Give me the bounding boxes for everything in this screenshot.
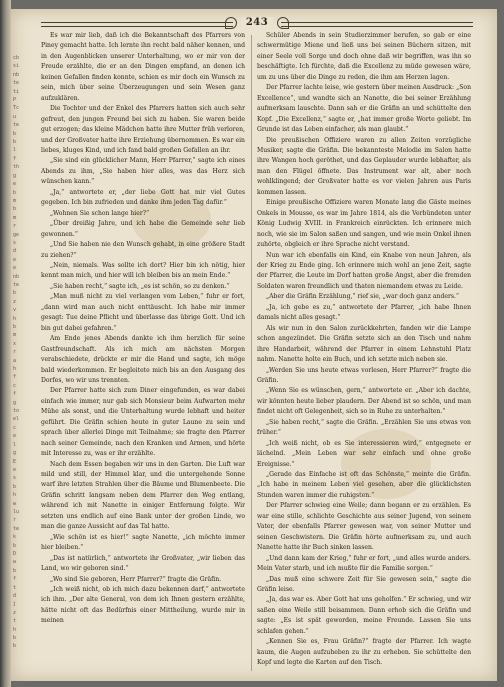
- paragraph: „Sie haben recht,“ sagte die Gräfin. „Erzählen Sie uns etwas von früher.“: [257, 418, 471, 437]
- header-rule-right: [281, 22, 473, 27]
- paragraph: „Über dreißig Jahre, und ich habe die Gemeinde sehr lieb gewonnen.“: [41, 220, 245, 238]
- column-divider: [251, 35, 252, 671]
- paragraph: Am Ende jenes Abends dankte ich ihm herzlich für seine Gastfreundschaft. Als ich mich am nächsten Morgen verabschiedete, drückte er mir die Hand und sagte, ich möge bald wiederkommen. Er begleitete mich bis an den Ausgang des Dorfes, wo wir uns trennten.: [41, 335, 245, 384]
- paragraph: „Sie haben recht,“ sagte ich, „es ist schön, so zu denken.“: [50, 282, 230, 290]
- scroll-ornament-icon: [225, 17, 237, 29]
- paragraph: „Und Sie haben nie den Wunsch gehabt, in eine größere Stadt zu ziehen?“: [41, 241, 245, 259]
- paragraph: Es war mir lieb, daß ich die Bekanntschaft des Pfarrers von Piney gemacht hatte. Ich lernte ihn recht bald näher kennen, und in den Augenblicken unserer Unterhaltung, wo er mir von der Freude erzählte, die er an den Dingen empfand, an denen ich keinen Gefallen finden konnte, schien es mir doch ein Wunsch zu sein, mich über seine Überzeugungen und sein Wesen ganz aufzuklären.: [41, 32, 245, 102]
- header-rule-left: [41, 22, 233, 27]
- paragraph: Einige preußische Offiziere waren Monate lang die Gäste meines Onkels in Mousse, es war im Jahre 1814, als die Verbündeten unter König Ludwig XVIII. in Frankreich einrückten. Ich erinnere mich noch, wie sie im Salon saßen und sangen, und wie mein Onkel ihnen zuhörte, obgleich er ihre Sprache nicht verstand.: [257, 199, 471, 249]
- paragraph: „Ja,“ antwortete er, „der liebe Gott hat mir viel Gutes gegeben. Ich bin zufrieden und danke ihm jeden Tag dafür.“: [41, 188, 245, 207]
- paragraph: Der Pfarrer schwieg eine Weile; dann begann er zu erzählen. Es war eine stille, schlichte Geschichte aus seiner Jugend, von seinem Vater, der ebenfalls Pfarrer gewesen war, von seiner Mutter und seinen Geschwistern. Die Gräfin hörte aufmerksam zu, und auch Nanette hatte ihr Buch sinken lassen.: [257, 502, 471, 552]
- paragraph: „Und dann kam der Krieg,“ fuhr er fort, „und alles wurde anders. Mein Vater starb, und ich mußte für die Familie sorgen.“: [257, 554, 471, 573]
- paragraph: „Wohnen Sie schon lange hier?“: [50, 209, 150, 217]
- paragraph: „Werden Sie uns heute etwas vorlesen, Herr Pfarrer?“ fragte die Gräfin.: [257, 366, 471, 384]
- book-page: [11, 9, 497, 681]
- paragraph: Schüler Abends in sein Studierzimmer berufen, so gab er eine schwermütige Miene und ließ uns bei seinen Büchern sitzen, mit einer Seele voll Sorge und doch ohne daß wir begriffen, was ihn so beschäftigte. Ich fürchte, daß die Excellenz zu müde gewesen wäre, um zu uns über die Dinge zu reden, die ihm am Herzen lagen.: [257, 32, 471, 81]
- paragraph: Die preußischen Offiziere waren zu allen Zeiten vorzügliche Musiker, sagte die Gräfin. Die bekannteste Melodie im Salon hatte ihre Wangen hoch geröthet, und das Geplauder wurde lebhafter, als man den Flügel öffnete. Das Instrument war alt, aber noch wohlklingend; der Großvater hatte es vor vielen Jahren aus Paris kommen lassen.: [257, 136, 471, 196]
- left-column: [41, 31, 245, 673]
- paragraph: Als wir nun in den Salon zurückkehrten, fanden wir die Lampe schon angezündet. Die Gräfin setzte sich an den Tisch und nahm ihre Handarbeit, während der Pfarrer in einem Lehnstuhl Platz nahm. Nanette holte ein Buch, und ich setzte mich neben sie.: [257, 324, 471, 364]
- paragraph: „Ja, das war es. Aber Gott hat uns geholfen.“ Er schwieg, und wir saßen eine Weile still beisammen. Dann erhob sich die Gräfin und sagte: „Es ist spät geworden, meine Freunde. Lassen Sie uns schlafen gehen.“: [257, 596, 471, 635]
- paragraph: „Ich weiß nicht, ob es Sie interessieren wird,“ entgegnete er lächelnd. „Mein Leben war sehr einfach und ohne große Ereignisse.“: [257, 439, 471, 468]
- page-number: 243: [241, 17, 273, 28]
- paragraph: „Sie sind ein glücklicher Mann, Herr Pfarrer,“ sagte ich eines Abends zu ihm, „Sie haben hier alles, was das Herz sich wünschen kann.“: [41, 157, 245, 186]
- paragraph: „Gerade das Einfache ist oft das Schönste,“ meinte die Gräfin. „Ich habe in meinem Leben viel gesehen, aber die glücklichsten Stunden waren immer die ruhigsten.“: [257, 471, 471, 499]
- paragraph: „Man muß nicht zu viel verlangen vom Leben,“ fuhr er fort, „dann wird man auch nicht enttäuscht. Ich habe mir immer gesagt: Tue deine Pflicht und überlasse das übrige Gott. Und ich bin gut dabei gefahren.“: [41, 293, 245, 332]
- paragraph: „Das ist natürlich,“ antwortete ihr Großvater, „wir lieben das Land, wo wir geboren sind.“: [41, 554, 245, 573]
- adjacent-page-fragments: cb si nb te ti P Tc u te b b l f th g e b m b m r ge s d e e nb te b z v h b m x r a h f c f g to el c e l g E e s b h w lu r te k b D w b f t d j z t h b b: [13, 55, 20, 650]
- paragraph: „Wo sind Sie geboren, Herr Pfarrer?“ fragte die Gräfin.: [50, 575, 222, 583]
- paragraph: Der Pfarrer hatte sich zum Diner eingefunden, es war dabei einfach wie immer, nur gab sich Monsieur beim Aufwarten mehr Mühe als sonst, und die Unterhaltung wurde lebhaft und heiter geführt. Die Gräfin schien heute in guter Laune zu sein und sprach über allerlei Dinge mit Teilnahme; sie fragte den Pfarrer nach seiner Gemeinde, nach den Kranken und Armen, und hörte mit Interesse zu, was er ihr erzählte.: [41, 387, 245, 458]
- paragraph: „Ich weiß nicht, ob ich mich dazu bekennen darf,“ antwortete ich ihm. „Der alte General, von dem ich Ihnen gestern erzählte, hätte nicht oft das Bedürfnis einer Mittheilung, wurde mir in meinen: [41, 586, 245, 625]
- paragraph: „Nein, niemals. Was sollte ich dort? Hier bin ich nötig, hier kennt man mich, und hier will ich bleiben bis an mein Ende.“: [41, 261, 245, 280]
- paragraph: Nun war ich ebenfalls ein Kind, ein Knabe von neun Jahren, als der Krieg zu Ende ging. Ich erinnere mich wohl an jene Zeit, sagte der Pfarrer, die Leute im Dorf hatten große Angst, aber die fremden Soldaten waren freundlich und thaten niemandem etwas zu Leide.: [257, 251, 471, 290]
- page-header: [41, 13, 473, 31]
- paragraph: Die Tochter und der Enkel des Pfarrers hatten sich auch sehr gefreut, den jungen Freund bei sich zu haben. Sie waren beide gut erzogen; das kleine Mädchen hatte ihre Mutter früh verloren, und der Großvater hatte ihre Erziehung übernommen. Es war ein liebes, kluges Kind, und ich fand bald großen Gefallen an ihr.: [41, 105, 245, 154]
- right-column: [257, 31, 471, 673]
- paragraph: „Wie schön ist es hier!“ sagte Nanette, „ich möchte immer hier bleiben.“: [41, 533, 245, 552]
- paragraph: „Das muß eine schwere Zeit für Sie gewesen sein,“ sagte die Gräfin leise.: [257, 575, 471, 594]
- paragraph: Nach dem Essen begaben wir uns in den Garten. Die Luft war mild und still, der Himmel klar, und die untergehende Sonne warf ihre letzten Strahlen über die Bäume und Blumenbeete. Die Gräfin schritt langsam neben dem Pfarrer den Weg entlang, während ich mit Nanette in einiger Entfernung folgte. Wir setzten uns endlich auf eine Bank unter der großen Linde, wo man die ganze Aussicht auf das Tal hatte.: [41, 460, 245, 531]
- paragraph: „Kennen Sie es, Frau Gräfin?“ fragte der Pfarrer. Ich wagte kaum, die Augen aufzuheben zu ihr zu erheben. Sie schüttelte den Kopf und legte die Karten auf den Tisch.: [257, 638, 471, 667]
- paragraph: „Aber die Gräfin Erzählung,“ rief sie, „war doch ganz anders.“: [266, 293, 460, 301]
- paragraph: Der Pfarrer lachte leise, wie gestern über meinen Ausdruck: „Son Excellence“, und wandte sich an Nanette, die bei seiner Erzählung aufmerksam lauschte. Dann sah er die Gräfin an und schüttelte den Kopf. „Die Excellenz,“ sagte er, „hat immer große Worte geliebt. Im Grunde ist das Leben einfacher, als man glaubt.“: [257, 84, 471, 134]
- paragraph: „Ja, ich gebe es zu,“ antwortete der Pfarrer, „ich habe Ihnen damals nicht alles gesagt.“: [257, 303, 471, 322]
- paragraph: „Wenn Sie es wünschen, gern,“ antwortete er. „Aber ich dachte, wir könnten heute lieber plaudern. Der Abend ist so schön, und man findet nicht oft Gelegenheit, sich so in Ruhe zu unterhalten.“: [257, 387, 471, 416]
- book-gutter: [0, 0, 11, 687]
